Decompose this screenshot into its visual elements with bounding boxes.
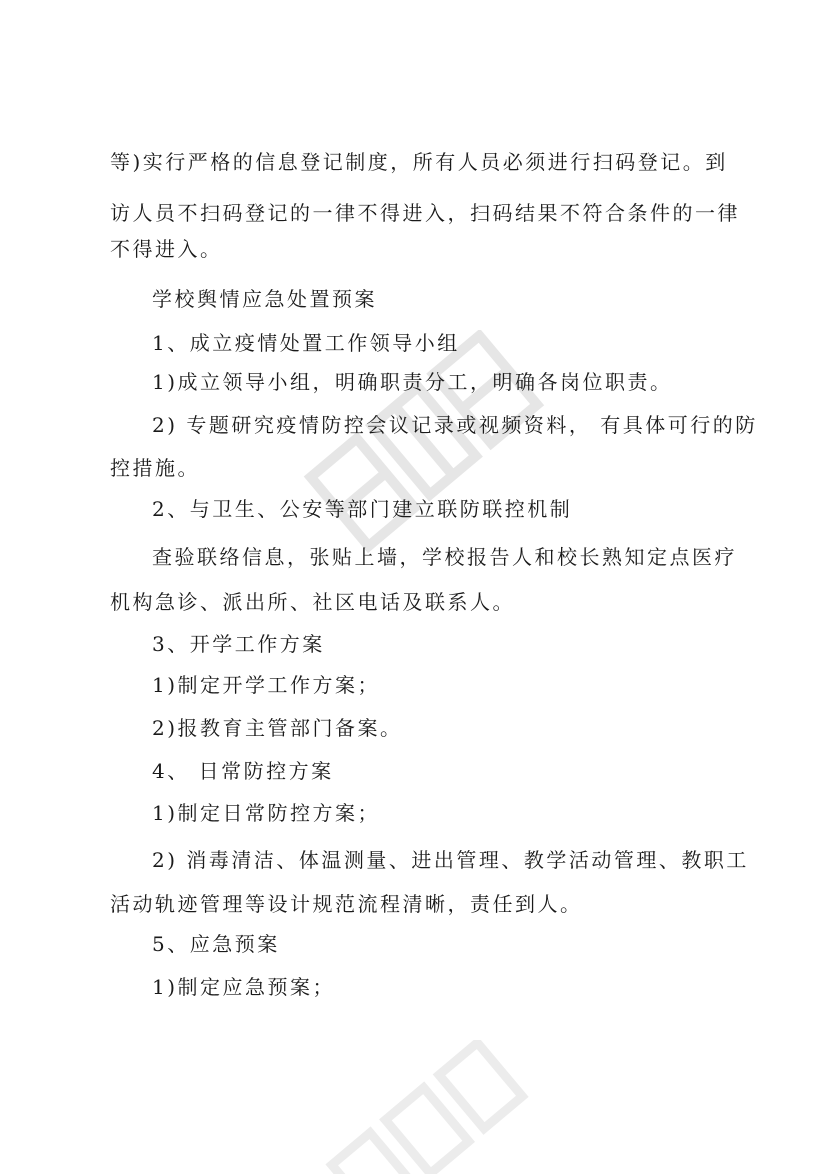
text-line: 活动轨迹管理等设计规范流程清晰，责任到人。	[110, 892, 583, 916]
watermark-graphic-bottom	[300, 1040, 540, 1174]
item-heading: 1、成立疫情处置工作领导小组	[152, 331, 460, 355]
text-line: 不得进入。	[110, 237, 223, 261]
item-heading: 2、与卫生、公安等部门建立联防联控机制	[152, 497, 573, 521]
text-line: 2)报教育主管部门备案。	[152, 716, 403, 740]
text-line: 查验联络信息，张贴上墙，学校报告人和校长熟知定点医疗	[152, 545, 737, 569]
item-heading: 5、应急预案	[152, 932, 280, 956]
text-line: 控措施。	[110, 456, 200, 480]
text-line: 1)制定开学工作方案；	[152, 673, 381, 697]
text-line: 访人员不扫码登记的一律不得进入，扫码结果不符合条件的一律	[110, 201, 740, 225]
text-line: 2) 专题研究疫情防控会议记录或视频资料， 有具体可行的防	[152, 413, 758, 437]
text-line: 等)实行严格的信息登记制度，所有人员必须进行扫码登记。到	[110, 150, 728, 174]
text-line: 1)制定应急预案；	[152, 975, 336, 999]
item-heading: 4、 日常防控方案	[152, 759, 334, 783]
section-heading: 学校舆情应急处置预案	[152, 287, 377, 311]
text-line: 机构急诊、派出所、社区电话及联系人。	[110, 590, 515, 614]
text-line: 2) 消毒清洁、体温测量、进出管理、教学活动管理、教职工	[152, 848, 749, 872]
text-line: 1)制定日常防控方案；	[152, 801, 381, 825]
text-line: 1)成立领导小组，明确职责分工，明确各岗位职责。	[152, 370, 673, 394]
item-heading: 3、开学工作方案	[152, 632, 325, 656]
